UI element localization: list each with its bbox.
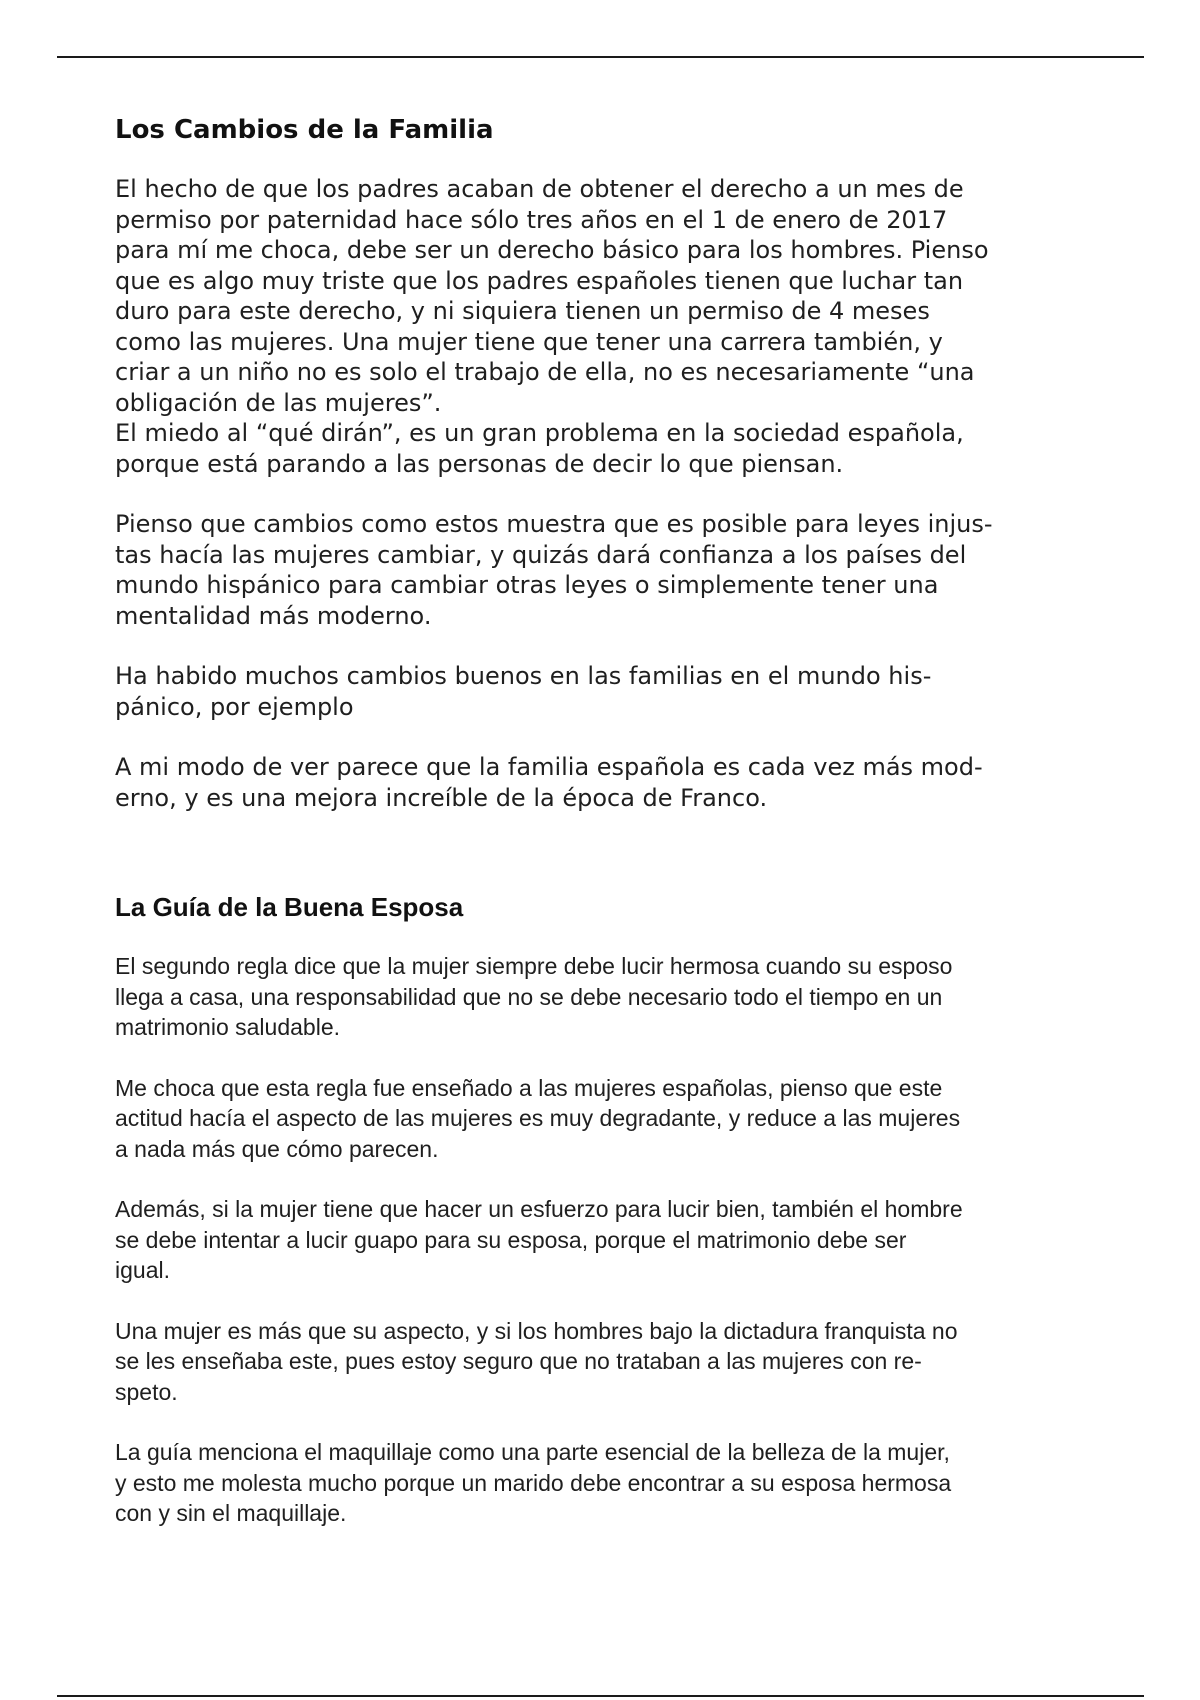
text-line: para mí me choca, debe ser un derecho básico para los hombres. Pienso <box>115 236 989 264</box>
text-line: igual. <box>115 1257 170 1283</box>
text-line: obligación de las mujeres”. <box>115 388 442 417</box>
paragraph <box>115 752 1095 813</box>
paragraph <box>115 1316 1095 1408</box>
paragraph <box>115 1437 1095 1529</box>
text-line: Ha habido muchos cambios buenos en las familias en el mundo his- <box>115 662 932 690</box>
paragraph <box>115 174 1095 479</box>
document-body <box>115 108 1095 1529</box>
section-cambios-familia <box>115 108 1095 813</box>
section-title: La Guía de la Buena Esposa <box>115 892 464 922</box>
paragraph <box>115 951 1095 1043</box>
section-guia-buena-esposa <box>115 885 1095 1529</box>
text-line: criar a un niño no es solo el trabajo de ella, no es necesariamente “una <box>115 358 975 386</box>
text-line: porque está parando a las personas de decir lo que piensan. <box>115 449 844 478</box>
text-line: mentalidad más moderno. <box>115 601 432 630</box>
text-line: El hecho de que los padres acaban de obtener el derecho a un mes de <box>115 175 964 203</box>
text-line: permiso por paternidad hace sólo tres años en el 1 de enero de 2017 <box>115 205 948 234</box>
text-line: Una mujer es más que su aspecto, y si los hombres bajo la dictadura franquista no <box>115 1317 958 1344</box>
text-line: se debe intentar a lucir guapo para su esposa, porque el matrimonio debe ser <box>115 1226 907 1253</box>
paragraph <box>115 1073 1095 1165</box>
footer-rule <box>57 1695 1144 1697</box>
text-line: tas hacía las mujeres cambiar, y quizás dará confianza a los países del <box>115 540 967 569</box>
text-line: con y sin el maquillaje. <box>115 1500 347 1526</box>
text-line: erno, y es una mejora increíble de la época de Franco. <box>115 783 768 812</box>
text-line: actitud hacía el aspecto de las mujeres es muy degradante, y reduce a las mujeres <box>115 1105 961 1131</box>
text-line: A mi modo de ver parece que la familia española es cada vez más mod- <box>115 753 983 781</box>
text-line: como las mujeres. Una mujer tiene que tener una carrera también, y <box>115 327 943 356</box>
paragraph <box>115 509 1095 631</box>
text-line: se les enseñaba este, pues estoy seguro que no trataban a las mujeres con re- <box>115 1348 922 1374</box>
text-line: y esto me molesta mucho porque un marido debe encontrar a su esposa hermosa <box>115 1469 952 1496</box>
text-line: El miedo al “qué dirán”, es un gran problema en la sociedad española, <box>115 419 964 447</box>
section-title: Los Cambios de la Familia <box>115 115 494 145</box>
text-line: Además, si la mujer tiene que hacer un esfuerzo para lucir bien, también el hombre <box>115 1196 963 1222</box>
text-line: pánico, por ejemplo <box>115 692 354 721</box>
text-line: duro para este derecho, y ni siquiera tienen un permiso de 4 meses <box>115 297 930 325</box>
text-line: El segundo regla dice que la mujer siempre debe lucir hermosa cuando su esposo <box>115 953 953 979</box>
text-line: Pienso que cambios como estos muestra que es posible para leyes injus- <box>115 510 993 538</box>
text-line: Me choca que esta regla fue enseñado a las mujeres españolas, pienso que este <box>115 1074 943 1101</box>
text-line: llega a casa, una responsabilidad que no se debe necesario todo el tiempo en un <box>115 983 943 1010</box>
text-line: que es algo muy triste que los padres españoles tienen que luchar tan <box>115 266 964 295</box>
paragraph <box>115 661 1095 722</box>
header-rule <box>57 56 1144 58</box>
text-line: matrimonio saludable. <box>115 1014 341 1040</box>
text-line: a nada más que cómo parecen. <box>115 1135 439 1162</box>
paragraph <box>115 1194 1095 1286</box>
text-line: La guía menciona el maquillaje como una parte esencial de la belleza de la mujer, <box>115 1439 950 1465</box>
text-line: mundo hispánico para cambiar otras leyes o simplemente tener una <box>115 571 939 599</box>
text-line: speto. <box>115 1378 178 1405</box>
